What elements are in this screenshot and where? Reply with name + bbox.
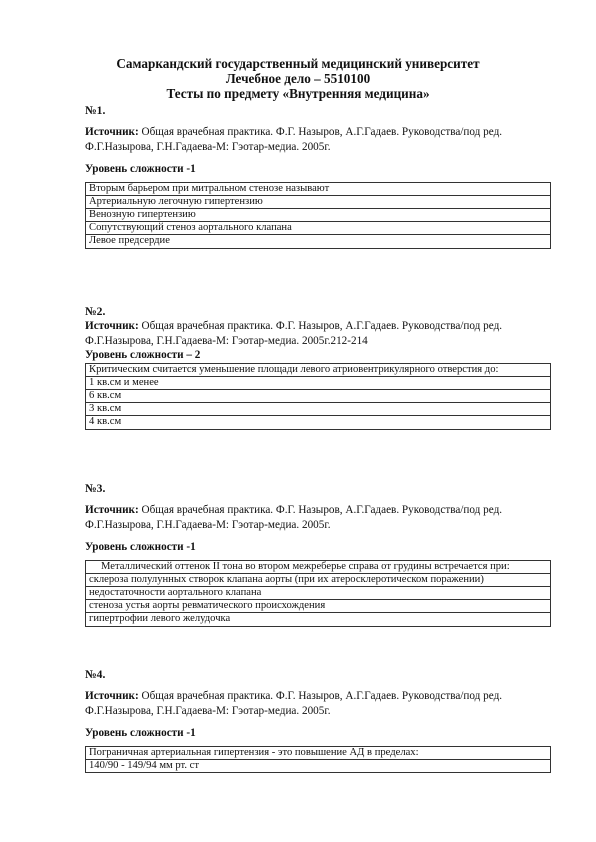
question-number: №3. — [85, 482, 106, 495]
answer-option: 3 кв.см — [86, 403, 551, 416]
table-row — [86, 573, 551, 586]
answer-option: 1 кв.см и менее — [86, 376, 551, 389]
answer-option: Артериальную легочную гипертензию — [86, 195, 551, 208]
difficulty-level: Уровень сложности -1 — [85, 541, 196, 554]
question-source — [85, 125, 555, 154]
answer-option: Сопутствующий стеноз аортального клапана — [86, 222, 551, 235]
answer-option: 140/90 - 149/94 мм рт. ст — [86, 759, 551, 772]
source-text: Общая врачебная практика. Ф.Г. Назыров, А.Г.Гадаев. Руководства/под ред. Ф.Г.Назырова, Г.Н.Гадаева-М: Гэотар-медиа. 2005г.212-214 — [85, 320, 503, 347]
table-row — [86, 587, 551, 600]
table-row — [86, 182, 551, 195]
question-text: Пограничная артериальная гипертензия - это повышение АД в пределах: — [86, 746, 551, 759]
question-1 — [85, 104, 555, 249]
document-header — [0, 56, 596, 102]
table-row — [86, 746, 551, 759]
source-label: Источник: — [85, 690, 139, 703]
source-text: Общая врачебная практика. Ф.Г. Назыров, А.Г.Гадаев. Руководства/под ред. Ф.Г.Назырова, Г.Н.Гадаева-М: Гэотар-медиа. 2005г. — [85, 504, 503, 531]
question-source — [85, 503, 555, 532]
answer-option: 6 кв.см — [86, 390, 551, 403]
table-row — [86, 363, 551, 376]
table-row — [86, 600, 551, 613]
question-table — [85, 363, 551, 430]
question-text: Критическим считается уменьшение площади левого атриовентрикулярного отверстия до: — [86, 363, 551, 376]
answer-option: Венозную гипертензию — [86, 209, 551, 222]
question-table — [85, 746, 551, 773]
question-4 — [85, 668, 555, 773]
question-text: Металлический оттенок II тона во втором межреберье справа от грудины встречается при: — [86, 560, 551, 573]
subject-line: Тесты по предмету «Внутренняя медицина» — [166, 86, 430, 102]
table-row — [86, 613, 551, 626]
source-text: Общая врачебная практика. Ф.Г. Назыров, А.Г.Гадаев. Руководства/под ред. Ф.Г.Назырова, Г.Н.Гадаева-М: Гэотар-медиа. 2005г. — [85, 690, 503, 717]
answer-option: Левое предсердие — [86, 235, 551, 248]
table-row — [86, 209, 551, 222]
source-label: Источник: — [85, 504, 139, 517]
question-3 — [85, 482, 555, 627]
difficulty-level: Уровень сложности – 2 — [85, 349, 201, 362]
answer-option: стеноза устья аорты ревматического происхождения — [86, 600, 551, 613]
table-row — [86, 195, 551, 208]
question-number: №2. — [85, 305, 106, 318]
question-text: Вторым барьером при митральном стенозе называют — [86, 182, 551, 195]
table-row — [86, 376, 551, 389]
table-row — [86, 759, 551, 772]
question-source — [85, 689, 555, 718]
source-text: Общая врачебная практика. Ф.Г. Назыров, А.Г.Гадаев. Руководства/под ред. Ф.Г.Назырова, Г.Н.Гадаева-М: Гэотар-медиа. 2005г. — [85, 126, 503, 153]
question-source — [85, 319, 555, 348]
answer-option: 4 кв.см — [86, 416, 551, 429]
source-label: Источник: — [85, 320, 139, 333]
table-row — [86, 403, 551, 416]
table-row — [86, 390, 551, 403]
difficulty-level: Уровень сложности -1 — [85, 727, 196, 740]
table-row — [86, 416, 551, 429]
question-table — [85, 182, 551, 249]
question-table — [85, 560, 551, 627]
answer-option: гипертрофии левого желудочка — [86, 613, 551, 626]
answer-option: склероза полулунных створок клапана аорты (при их атеросклеротическом поражении) — [86, 573, 551, 586]
difficulty-level: Уровень сложности -1 — [85, 163, 196, 176]
table-row — [86, 560, 551, 573]
source-label: Источник: — [85, 126, 139, 139]
answer-option: недостаточности аортального клапана — [86, 587, 551, 600]
table-row — [86, 222, 551, 235]
question-2 — [85, 305, 555, 430]
question-number: №4. — [85, 668, 106, 681]
university-title: Самаркандский государственный медицинский университет — [116, 56, 480, 71]
question-number: №1. — [85, 104, 106, 117]
specialty-line: Лечебное дело – 5510100 — [225, 71, 371, 87]
table-row — [86, 235, 551, 248]
